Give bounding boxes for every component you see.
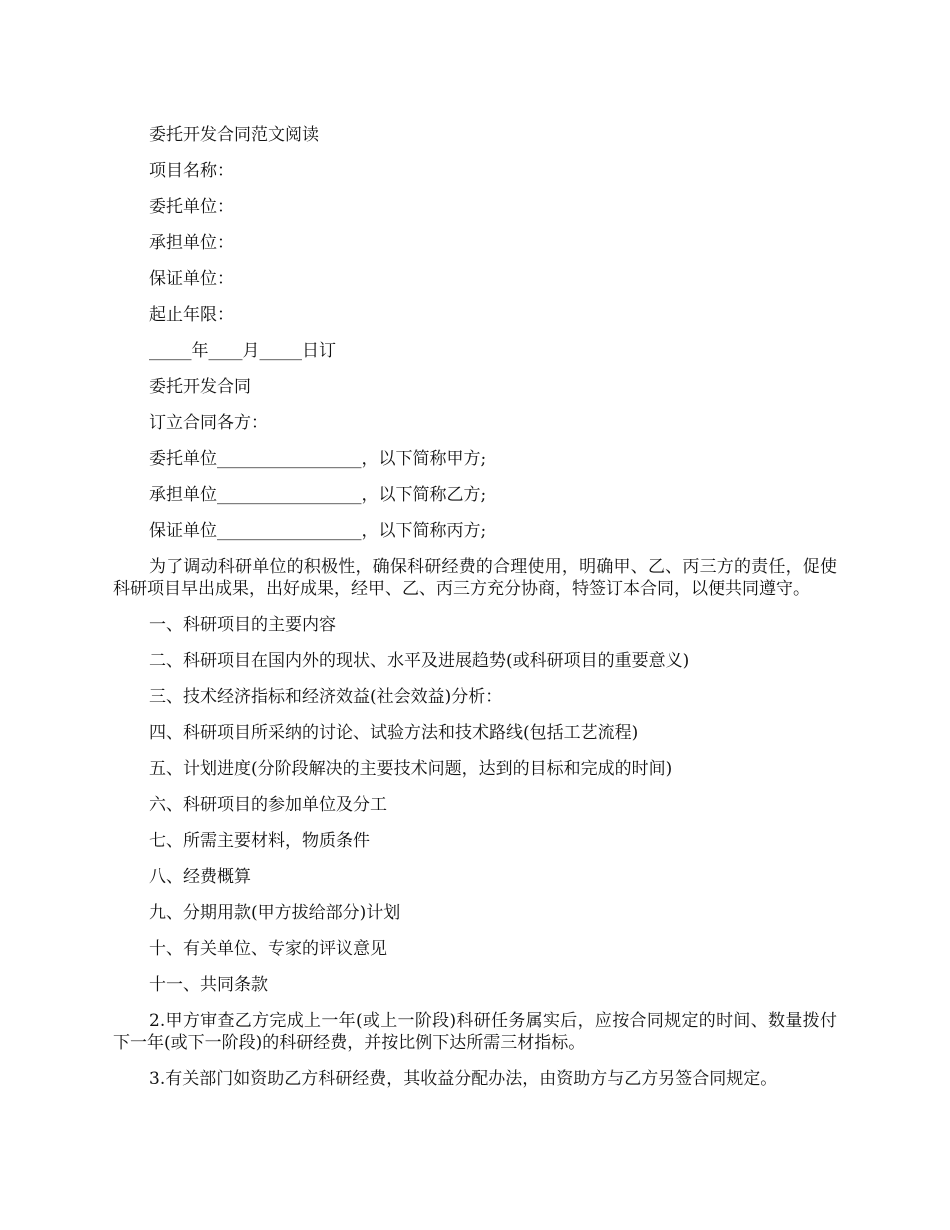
party-line: 委托单位_________________，以下简称甲方; <box>149 449 487 469</box>
document-body <box>113 124 837 1104</box>
section-heading: 七、所需主要材料，物质条件 <box>149 831 370 851</box>
cover-guarantor-unit: 保证单位： <box>149 269 234 289</box>
preamble-paragraph: 为了调动科研单位的积极性，确保科研经费的合理使用，明确甲、乙、丙三方的责任，促使科研项目早出成果，出好成果，经甲、乙、丙三方充分协商，特签订本合同，以便共同遵守。 <box>113 557 837 599</box>
cover-period: 起止年限： <box>149 305 234 325</box>
clause-paragraph: 2.甲方审查乙方完成上一年(或上一阶段)科研任务属实后，应按合同规定的时间、数量拨付下一年(或下一阶段)的科研经费，并按比例下达所需三材指标。 <box>113 1011 837 1053</box>
clause-paragraph: 3.有关部门如资助乙方科研经费，其收益分配办法，由资助方与乙方另签合同规定。 <box>149 1069 778 1089</box>
contract-heading: 委托开发合同 <box>149 377 251 397</box>
section-heading: 四、科研项目所采纳的讨论、试验方法和技术路线(包括工艺流程) <box>149 723 639 743</box>
section-heading: 十一、共同条款 <box>149 975 268 995</box>
section-heading: 二、科研项目在国内外的现状、水平及进展趋势(或科研项目的重要意义) <box>149 651 690 671</box>
cover-date-line: _____年____月_____日订 <box>149 341 336 361</box>
cover-project-name: 项目名称： <box>149 161 234 181</box>
section-heading: 六、科研项目的参加单位及分工 <box>149 795 387 815</box>
party-line: 保证单位_________________，以下简称丙方; <box>149 521 487 541</box>
section-heading: 五、计划进度(分阶段解决的主要技术问题，达到的目标和完成的时间) <box>149 759 673 779</box>
parties-intro: 订立合同各方： <box>149 413 268 433</box>
cover-client-unit: 委托单位： <box>149 197 234 217</box>
section-heading: 八、经费概算 <box>149 867 251 887</box>
section-heading: 九、分期用款(甲方拔给部分)计划 <box>149 903 401 923</box>
section-heading: 三、技术经济指标和经济效益(社会效益)分析： <box>149 687 503 707</box>
section-heading: 十、有关单位、专家的评议意见 <box>149 939 387 959</box>
party-line: 承担单位_________________，以下简称乙方; <box>149 485 487 505</box>
section-heading: 一、科研项目的主要内容 <box>149 615 336 635</box>
cover-contractor-unit: 承担单位： <box>149 233 234 253</box>
document-title: 委托开发合同范文阅读 <box>149 125 319 145</box>
